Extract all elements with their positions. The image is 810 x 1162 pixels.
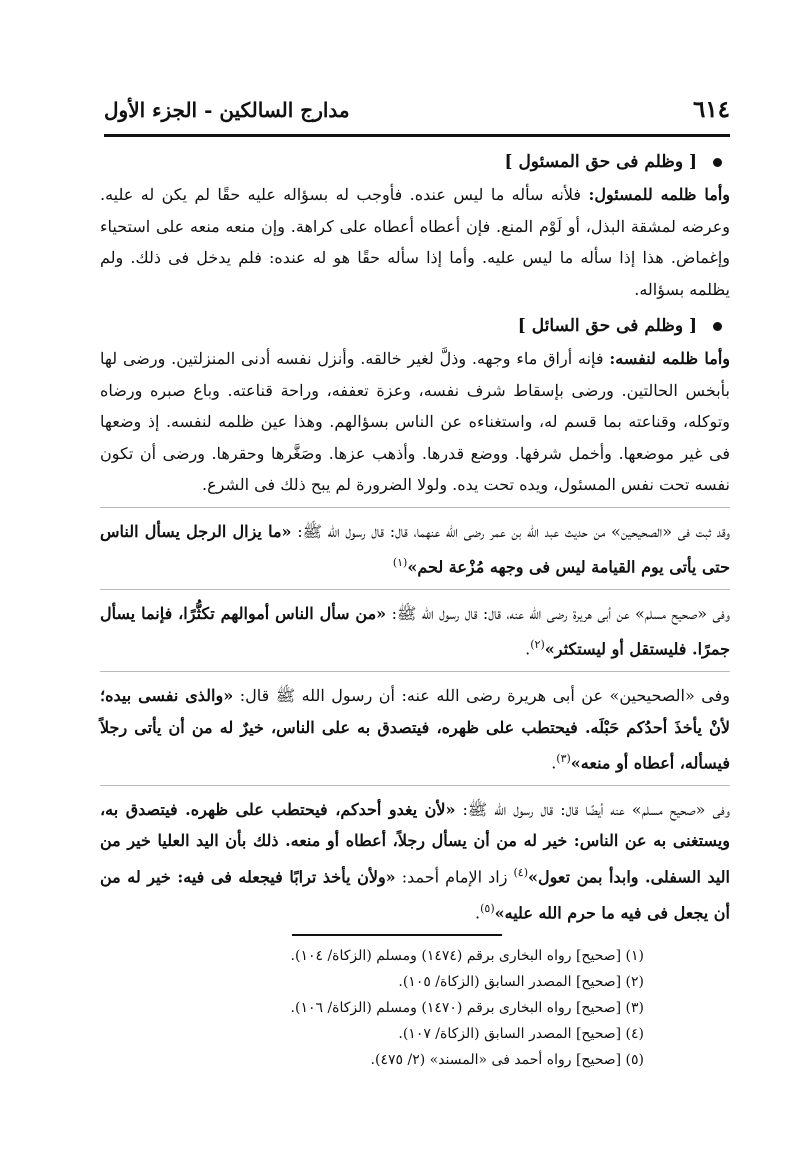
hadith-paragraph <box>100 516 730 583</box>
footnotes <box>144 943 644 1073</box>
section-heading-text: [ وظلم فى حق المسئول ] <box>504 152 697 172</box>
paragraph-text: فإنه أراق ماء وجهه. وذلَّ لغير خالقه. وأنزل نفسه أدنى المنزلتين. ورضى لها بأبخس الحالتين. ورضى بإسقاط شرف نفسه، وعزة تعففه، وراحة قناعته. وباع صبره ورضاه وتوكله، وقناعته بما قسم له، واستغناءه عن الناس بسؤالهم. وهذا عين ظلمه لنفسه. إذ وضعها فى غير موضعها. وأخمل شرفها. ووضع قدرها. وأذهب عزها. وصَغَّرها وحقرها. ورضى أن تكون نفسه تحت نفس المسئول، ويده تحت يده. ولولا الضرورة لم يبح ذلك فى الشرع. <box>100 349 730 494</box>
footnote: (٥) [صحيح] رواه أحمد فى «المسند» (٢/ ٤٧٥). <box>370 1052 644 1068</box>
bullet-icon <box>713 158 722 167</box>
divider <box>100 589 730 590</box>
hadith-tail: . <box>551 753 557 773</box>
hadith-quote-addition: «ولأن يأخذ ترابًا فيجعله فى فيه: خير له من أن يجعل فى فيه ما حرم الله عليه» <box>100 867 730 923</box>
paragraph-lead: وأما ظلمه للمسئول: <box>588 185 731 204</box>
divider <box>100 507 730 508</box>
hadith-tail: زاد الإمام أحمد: <box>395 867 514 887</box>
section-heading-sa-il <box>100 311 730 341</box>
page-header <box>104 96 730 130</box>
footnote-rule <box>292 934 502 936</box>
hadith-intro: وفى «صحيح مسلم» عن أبى هريرة رضى الله عنه، قال: قال رسول الله ﷺ: <box>386 603 731 623</box>
hadith-quote: «من سأل الناس أموالهم تكثُّرًا، فإنما يسأل جمرًا. فليستقل أو ليستكثر» <box>100 603 730 659</box>
footnote-ref: (١) <box>392 556 408 569</box>
hadith-intro: وفى «الصحيحين» عن أبى هريرة رضى الله عنه: أن رسول الله ﷺ قال: <box>233 686 730 706</box>
hadith-paragraph <box>100 598 730 665</box>
footnote-ref: (٣) <box>556 752 571 766</box>
main-text <box>100 147 730 935</box>
paragraph <box>100 179 730 305</box>
hadith-tail: . <box>525 639 531 659</box>
footnote: (٤) [صحيح] المصدر السابق (الزكاة/ ١٠٧). <box>398 1026 644 1042</box>
running-title: مدارج السالكين - الجزء الأول <box>104 98 350 122</box>
header-rule <box>104 134 730 137</box>
hadith-quote: «ما يزال الرجل يسأل الناس حتى يأتى يوم القيامة ليس فى وجهه مُزْعة لحم» <box>100 521 730 577</box>
bullet-icon <box>713 322 722 331</box>
footnote-ref: (٤) <box>513 865 528 879</box>
paragraph-lead: وأما ظلمه لنفسه: <box>609 349 730 368</box>
hadith-quote: «لأن يغدو أحدكم، فيحتطب على ظهره. فيتصدق به، ويستغنى به عن الناس: خير له من أن يسأل رجلاً، أعطاه أو منعه. ذلك بأن اليد العليا خير من اليد السفلى. وابدأ بمن تعول» <box>100 799 730 887</box>
footnote: (٣) [صحيح] رواه البخارى برقم (١٤٧٠) ومسلم (الزكاة/ ١٠٦). <box>290 1000 644 1016</box>
paragraph <box>100 343 730 501</box>
divider <box>100 785 730 786</box>
footnote: (١) [صحيح] رواه البخارى برقم (١٤٧٤) ومسلم (الزكاة/ ١٠٤). <box>290 948 644 964</box>
footnote-ref: (٢) <box>530 638 545 652</box>
hadith-intro: وفى «صحيح مسلم» عنه أيضًا قال: قال رسول الله ﷺ: <box>455 799 730 819</box>
section-heading-text: [ وظلم فى حق السائل ] <box>517 316 697 336</box>
footnote-ref: (٥) <box>480 901 495 915</box>
hadith-paragraph <box>100 794 730 929</box>
hadith-paragraph <box>100 680 730 779</box>
hadith-quote: «والذى نفسى بيده؛ لأنْ يأخذَ أحدُكم حَبْلَه. فيحتطب على ظهره، فيتصدق به على الناس، خيرٌ له من أن يأتى رجلاً فيسأله، أعطاه أو منعه» <box>100 686 730 773</box>
page-number: ٦١٤ <box>692 96 730 123</box>
hadith-tail: . <box>475 903 481 923</box>
hadith-intro: وقد ثبت فى «الصحيحين» من حديث عبد الله بن عمر رضى الله عنهما، قال: قال رسول الله ﷺ: <box>291 521 730 541</box>
section-heading-mas-ul <box>100 147 730 177</box>
footnote: (٢) [صحيح] المصدر السابق (الزكاة/ ١٠٥). <box>398 974 644 990</box>
paragraph-text: فلأنه سأله ما ليس عنده. فأوجب له بسؤاله عليه حقًا لم يكن له عليه. وعرضه لمشقة البذل، أو لَوْم المنع. فإن أعطاه أعطاه على كراهة. وإن منعه منعه على استحياء وإغماض. هذا إذا سأله ما ليس عليه. وأما إذا سأله حقًا هو له عنده: فلم يدخل فى ذلك. ولم يظلمه بسؤاله. <box>100 185 730 299</box>
divider <box>100 671 730 672</box>
